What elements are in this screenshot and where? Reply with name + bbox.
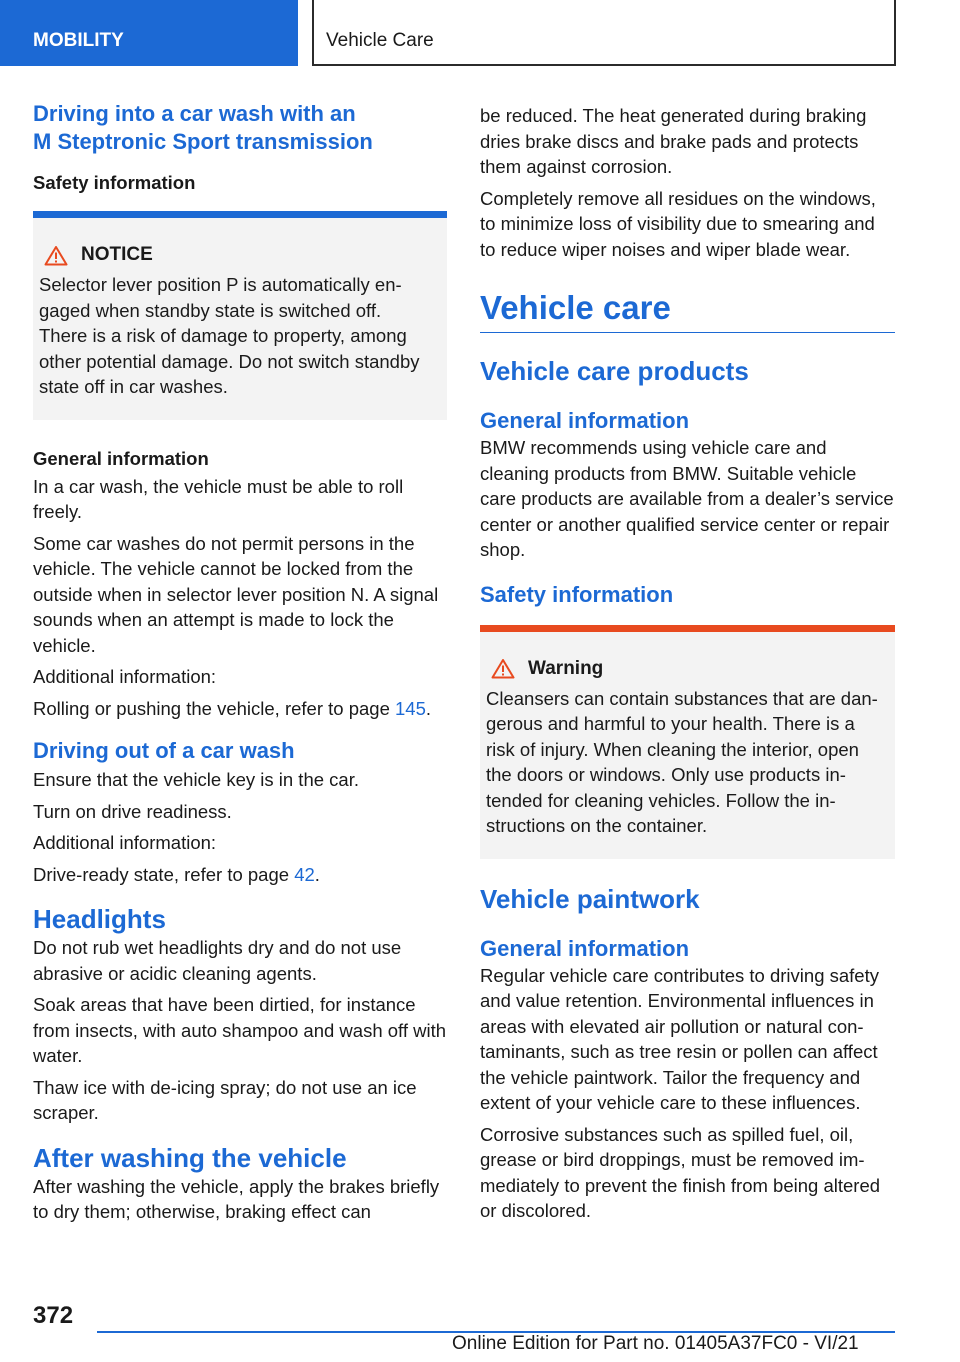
warning-triangle-icon — [44, 245, 68, 266]
driving-out-paragraph-1: Ensure that the vehicle key is in the car. — [33, 769, 359, 790]
paintwork-paragraph-1: Regular vehicle care contributes to driving safety and value retention. Environmental influences in areas with elevated air pollution or natural contaminants, such as tree resin or pollen can affect the vehicle paintwork. Tailor the frequency and extent of your vehicle care to these influences. — [480, 964, 879, 1113]
headlights-paragraph-2: Soak areas that have been dirtied, for instance from insects, with auto shampoo and wash off with water. — [33, 994, 447, 1066]
page-header — [0, 0, 960, 66]
headlights-heading: Headlights — [33, 904, 166, 934]
notice-text: Selector lever position P is automatically engaged when standby state is switched off. There is a risk of damage to property, among other potential damage. Do not switch standby state off in car washes. — [39, 274, 420, 397]
left-column — [33, 100, 447, 1231]
products-safety-heading: Safety information — [480, 581, 674, 607]
continued-paragraph-2: Completely remove all residues on the windows, to minimize loss of visibility due to smearing and to reduce wiper noises and wiper blade wear. — [480, 187, 876, 260]
general-paragraph-4: Rolling or pushing the vehicle, refer to page 145. — [33, 697, 432, 719]
warning-label: Warning — [528, 657, 604, 679]
products-general-paragraph: BMW recommends using vehicle care and cleaning products from BMW. Suitable vehicle care products are available from a dealer’s service center or another qualified service center or repair shop. — [480, 437, 894, 560]
chapter-title: Vehicle Care — [312, 0, 896, 66]
warning-triangle-icon — [491, 658, 515, 679]
right-column — [480, 103, 895, 1230]
notice-label: NOTICE — [81, 244, 153, 265]
carwash-heading-line1: Driving into a car wash with an — [33, 101, 356, 126]
driving-out-paragraph-4: Drive-ready state, refer to page 42. — [33, 863, 320, 885]
section-tab[interactable]: MOBILITY — [0, 0, 298, 66]
chapter-heading: Vehicle care — [480, 289, 671, 326]
general-reference-text: Rolling or pushing the vehicle, refer to page — [33, 697, 395, 719]
general-heading: General information — [33, 447, 209, 469]
warning-text: Cleansers can contain substances that are dangerous and harmful to your health. There is a risk of injury. When cleaning the interior, open the doors or windows. Only use products intended for cleaning vehicles. Follow the instructions on the container. — [486, 687, 878, 836]
general-paragraph-3: Additional information: — [33, 666, 217, 687]
edition-note: Online Edition for Part no. 01405A37FC0 - VI/21 — [452, 1333, 859, 1354]
warning-box — [480, 625, 895, 859]
chapter-heading-block — [480, 288, 895, 333]
driving-out-heading: Driving out of a car wash — [33, 738, 295, 763]
headlights-paragraph-3: Thaw ice with de-icing spray; do not use an ice scraper. — [33, 1076, 417, 1123]
carwash-heading — [33, 100, 447, 156]
products-heading: Vehicle care products — [480, 356, 749, 386]
headlights-paragraph-1: Do not rub wet headlights dry and do not use abrasive or acidic cleaning agents. — [33, 937, 402, 984]
driving-out-reference-text: Drive-ready state, refer to page — [33, 863, 295, 885]
warning-header — [486, 658, 881, 680]
paintwork-paragraph-2: Corrosive substances such as spilled fuel, oil, grease or bird droppings, must be removed immediately to prevent the finish from being altered or discolored. — [480, 1123, 881, 1221]
driving-out-paragraph-2: Turn on drive readiness. — [33, 800, 232, 822]
after-washing-paragraph-1: After washing the vehicle, apply the brakes briefly to dry them; otherwise, braking effect can — [33, 1175, 440, 1222]
safety-heading: Safety information — [33, 172, 196, 193]
carwash-heading-line2: M Steptronic Sport transmission — [33, 129, 373, 154]
page-link-42[interactable]: 42 — [294, 863, 315, 885]
notice-box — [33, 211, 447, 420]
paintwork-heading: Vehicle paintwork — [480, 883, 700, 914]
general-paragraph-1: In a car wash, the vehicle must be able to roll freely. — [33, 475, 404, 522]
general-paragraph-2: Some car washes do not permit persons in the vehicle. The vehicle cannot be locked from the outside when in selector lever position N. A signal sounds when an attempt is made to lock the vehicle. — [33, 532, 439, 656]
page-link-145[interactable]: 145 — [395, 697, 426, 719]
paintwork-general-heading: General information — [480, 935, 690, 961]
notice-header — [39, 244, 433, 266]
after-washing-heading: After washing the vehicle — [33, 1142, 347, 1173]
page-number: 372 — [33, 1302, 74, 1329]
continued-paragraph-1: be reduced. The heat generated during braking dries brake discs and brake pads and protects them against corrosion. — [480, 105, 867, 177]
products-general-heading: General information — [480, 408, 690, 433]
driving-out-paragraph-3: Additional information: — [33, 832, 217, 853]
